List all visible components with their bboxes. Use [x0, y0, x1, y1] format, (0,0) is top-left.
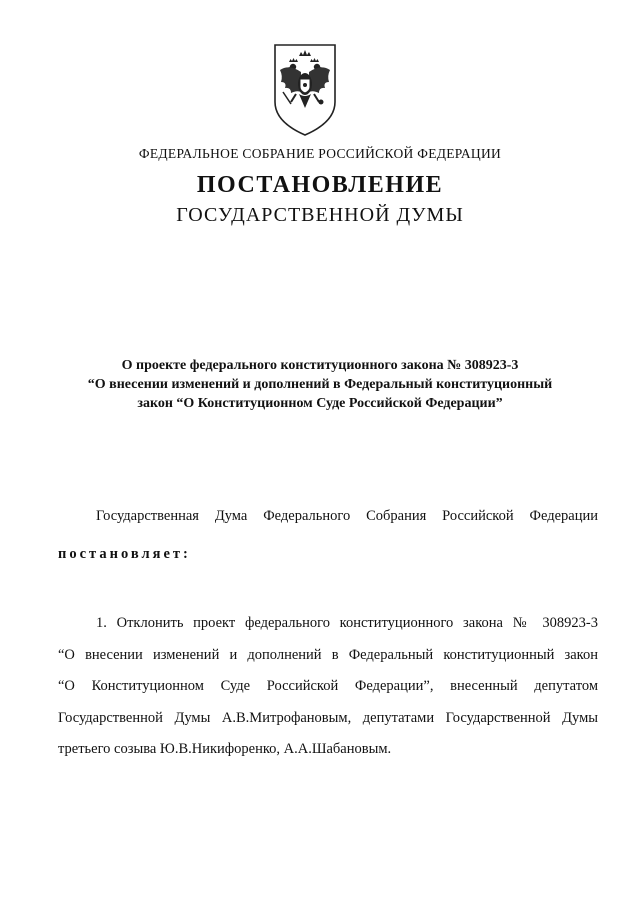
russian-coat-of-arms-icon [271, 42, 339, 138]
decides-word: постановляет: [58, 546, 191, 562]
item-1-line: “О Конституционном Суде Российской Федерации”, внесенный депутатом [58, 678, 598, 694]
item-1-line: третьего созыва Ю.В.Никифоренко, А.А.Шабановым. [58, 741, 392, 757]
document-issuer: ГОСУДАРСТВЕННОЙ ДУМЫ [176, 204, 464, 226]
document-type: ПОСТАНОВЛЕНИЕ [196, 172, 444, 198]
organization-name: ФЕДЕРАЛЬНОЕ СОБРАНИЕ РОССИЙСКОЙ ФЕДЕРАЦИИ [138, 146, 502, 161]
subject-line: закон “О Конституционном Суде Российской Федерации” [137, 396, 503, 411]
subject-line: О проекте федерального конституционного закона № 308923-3 [121, 358, 519, 373]
preamble [58, 505, 598, 565]
item-1-line: 1. Отклонить проект федерального конституционного закона № 308923-3 [96, 615, 598, 631]
item-1-line: “О внесении изменений и дополнений в Федеральный конституционный закон [58, 646, 598, 663]
preamble-text: Государственная Дума Федерального Собрания Российской Федерации [96, 508, 598, 524]
subject-line: “О внесении изменений и дополнений в Федеральный конституционный [87, 377, 553, 392]
item-1 [58, 608, 598, 766]
document-subject [40, 356, 600, 413]
item-1-line: Государственной Думы А.В.Митрофановым, депутатами Государственной Думы [58, 709, 598, 726]
